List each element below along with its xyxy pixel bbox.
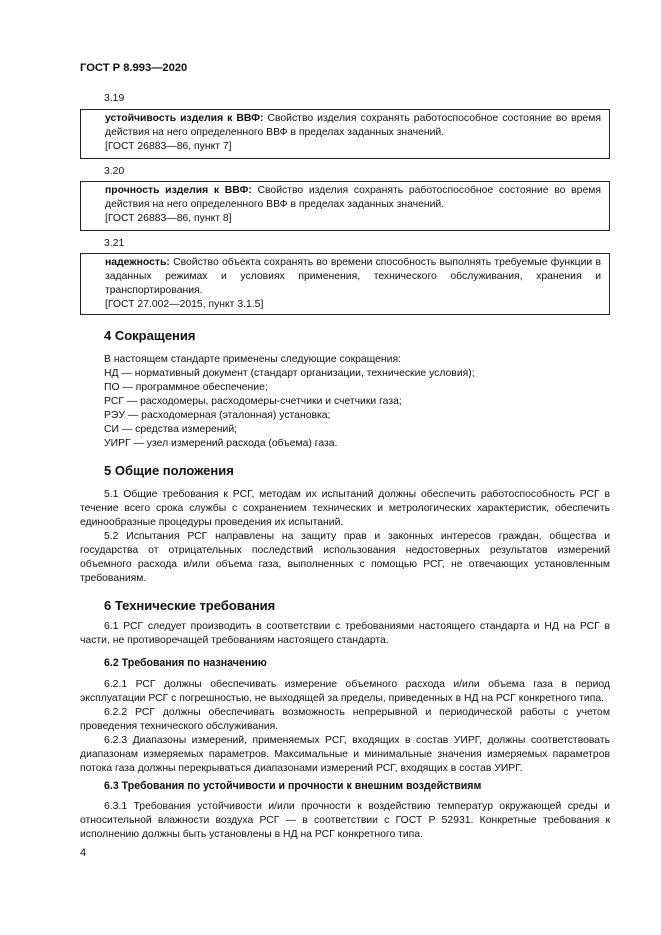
list-item: НД — нормативный документ (стандарт организации, технические условия);	[104, 368, 475, 379]
paragraph: 5.1 Общие требования к РСГ, методам их испытаний должны обеспечить работоспособность РСГ в течение всего срока службы с сохранением технических и метрологических характеристик, обеспечить единообразные процедуры проведения их испытаний.	[80, 489, 610, 528]
term-name: устойчивость изделия к ВВФ:	[105, 113, 264, 124]
page-number: 4	[80, 847, 87, 859]
list-item: ПО — программное обеспечение;	[104, 382, 268, 393]
section-body	[80, 620, 610, 648]
term-name: прочность изделия к ВВФ:	[105, 185, 252, 196]
abbreviation-list	[80, 353, 610, 451]
term-source: [ГОСТ 26883—86, пункт 8]	[105, 213, 232, 224]
paragraph: 6.2.1 РСГ должны обеспечивать измерение объемного расхода и/или объема газа в период эксплуатации РСГ с погрешностью, не выходящей за пределы, приведенных в НД на РСГ конкретного типа.	[80, 679, 610, 704]
section-title: 4 Сокращения	[104, 328, 196, 343]
paragraph: 6.1 РСГ следует производить в соответствии с требованиями настоящего стандарта и НД на РСГ в части, не противоречащей требованиям настоящего стандарта.	[80, 621, 610, 646]
list-intro: В настоящем стандарте применены следующие сокращения:	[104, 354, 401, 365]
term-box	[80, 109, 610, 159]
list-item: РЭУ — расходомерная (эталонная) установка;	[104, 410, 331, 421]
term-definition: Свойство изделия сохранять работоспособное состояние во время действия на него определенного ВВФ в пределах заданных значений.	[105, 185, 601, 210]
list-item: УИРГ — узел измерений расхода (объема) газа.	[104, 438, 338, 449]
term-number: 3.19	[104, 93, 125, 104]
section-title: 5 Общие положения	[104, 463, 234, 478]
term-number: 3.20	[104, 166, 125, 177]
list-item: РСГ — расходомеры, расходомеры-счетчики и счетчики газа;	[104, 396, 402, 407]
list-item: СИ — средства измерений;	[104, 424, 238, 435]
section-title: 6 Технические требования	[104, 598, 276, 613]
term-number: 3.21	[104, 238, 125, 249]
term-name: надежность:	[105, 257, 170, 268]
term-box	[80, 181, 610, 231]
term-definition: Свойство изделия сохранять работоспособное состояние во время действия на него определенного ВВФ в пределах заданных значений.	[105, 113, 601, 138]
paragraph: 6.2.2 РСГ должны обеспечивать возможность непрерывной и периодической работы с учетом проведения технического обслуживания.	[80, 707, 610, 732]
document-header: ГОСТ Р 8.993—2020	[80, 62, 188, 74]
paragraph: 5.2 Испытания РСГ направлены на защиту прав и законных интересов граждан, общества и государства от отрицательных последствий использования недостоверных результатов измерений объемного расхода и/или объема газа, выполненных с помощью РСГ, не отвечающих установленным требованиям.	[80, 531, 610, 584]
section-body	[80, 488, 610, 586]
section-body	[80, 800, 610, 842]
term-source: [ГОСТ 27.002—2015, пункт 3.1.5]	[105, 299, 264, 310]
term-source: [ГОСТ 26883—86, пункт 7]	[105, 141, 232, 152]
term-box	[80, 253, 610, 315]
subsection-title: 6.3 Требования по устойчивости и прочности к внешним воздействиям	[104, 780, 482, 792]
section-body	[80, 678, 610, 776]
subsection-title: 6.2 Требования по назначению	[104, 657, 267, 669]
paragraph: 6.3.1 Требования устойчивости и/или прочности к воздействию температур окружающей среды и относительной влажности воздуха РСГ — в соответствии с ГОСТ Р 52931. Конкретные требования к исполнению должны быть установлены в НД на РСГ конкретного типа.	[80, 801, 610, 840]
paragraph: 6.2.3 Диапазоны измерений, применяемых РСГ, входящих в состав УИРГ, должны соответствовать диапазонам измеряемых параметров. Максимальные и минимальные значения измеряемых параметров потока газа должны перекрываться диапазонами измерений РСГ, входящих в состав УИРГ.	[80, 735, 610, 774]
term-definition: Свойство объекта сохранять во времени способность выполнять требуемые функции в заданных режимах и условиях применения, технического обслуживания, хранения и транспортирования.	[105, 257, 601, 296]
